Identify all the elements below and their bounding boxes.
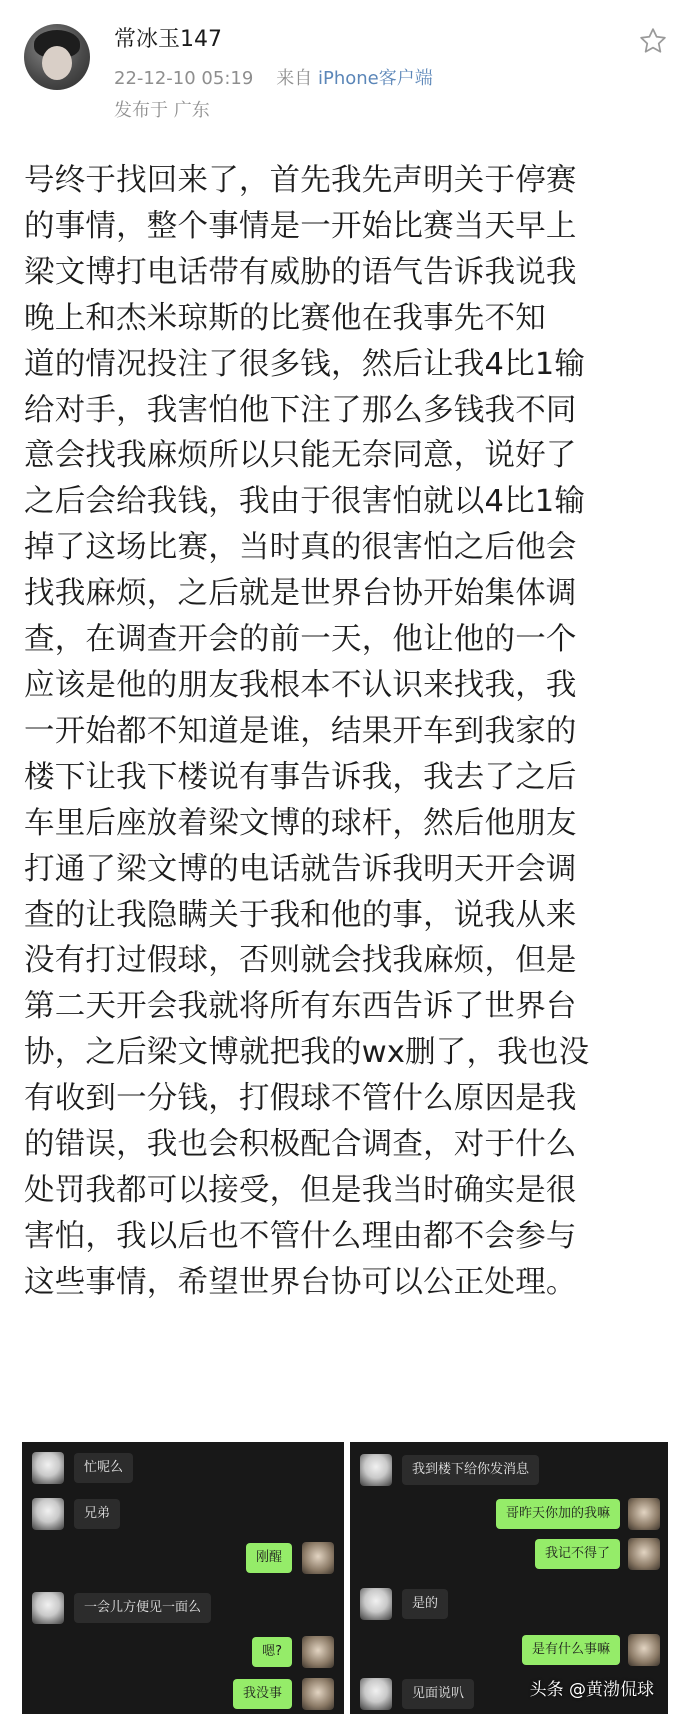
post-line: 查的让我隐瞒关于我和他的事，说我从来 bbox=[24, 897, 577, 933]
post-body bbox=[24, 158, 670, 1306]
post-line: 害怕，我以后也不管什么理由都不会参与 bbox=[24, 1218, 577, 1254]
contact-avatar bbox=[360, 1454, 392, 1486]
post-line: 号终于找回来了，首先我先声明关于停赛 bbox=[24, 163, 577, 198]
post-line: 之后会给我钱，我由于很害怕就以4比1输 bbox=[24, 484, 586, 520]
self-avatar bbox=[302, 1678, 334, 1710]
chat-message bbox=[22, 1542, 344, 1574]
post-line: 找我麻烦，之后就是世界台协开始集体调 bbox=[24, 576, 577, 612]
post-line: 查，在调查开会的前一天，他让他的一个 bbox=[24, 622, 577, 658]
self-avatar bbox=[628, 1634, 660, 1666]
chat-bubble-incoming: 忙呢么 bbox=[74, 1453, 133, 1483]
post-line: 协，之后梁文博就把我的wx删了，我也没 bbox=[24, 1035, 590, 1071]
contact-avatar bbox=[32, 1592, 64, 1624]
post-line: 道的情况投注了很多钱，然后让我4比1输 bbox=[24, 346, 586, 382]
chat-bubble-outgoing: 嗯? bbox=[252, 1637, 292, 1667]
post-line: 的错误，我也会积极配合调查，对于什么 bbox=[24, 1127, 577, 1163]
post-line: 有收到一分钱，打假球不管什么原因是我 bbox=[24, 1081, 577, 1117]
chat-message bbox=[350, 1588, 668, 1620]
chat-bubble-outgoing: 哥昨天你加的我嘛 bbox=[496, 1499, 620, 1529]
chat-bubble-incoming: 见面说叭 bbox=[402, 1679, 474, 1709]
chat-screenshot-left[interactable] bbox=[22, 1442, 344, 1714]
avatar[interactable] bbox=[24, 24, 90, 90]
chat-message bbox=[22, 1592, 344, 1624]
chat-message bbox=[22, 1636, 344, 1668]
post-line: 没有打过假球，否则就会找我麻烦，但是 bbox=[24, 943, 577, 979]
client-link[interactable]: iPhone客户端 bbox=[317, 68, 433, 89]
chat-message bbox=[22, 1452, 344, 1484]
chat-bubble-incoming: 我到楼下给你发消息 bbox=[402, 1455, 539, 1485]
post-line: 车里后座放着梁文博的球杆，然后他朋友 bbox=[24, 805, 577, 841]
post-line: 的事情，整个事情是一开始比赛当天早上 bbox=[24, 208, 577, 244]
post-location: 发布于 广东 bbox=[114, 100, 210, 121]
self-avatar bbox=[628, 1498, 660, 1530]
source-prefix: 来自 bbox=[276, 68, 313, 89]
post-meta bbox=[114, 64, 433, 90]
chat-bubble-outgoing: 我记不得了 bbox=[535, 1539, 620, 1569]
post-line: 梁文博打电话带有威胁的语气告诉我说我 bbox=[24, 254, 577, 290]
self-avatar bbox=[302, 1636, 334, 1668]
chat-message bbox=[350, 1634, 668, 1666]
chat-bubble-incoming: 兄弟 bbox=[74, 1499, 120, 1529]
contact-avatar bbox=[360, 1678, 392, 1710]
post-timestamp: 22-12-10 05:19 bbox=[114, 68, 254, 89]
chat-message bbox=[22, 1678, 344, 1710]
post-line: 这些事情，希望世界台协可以公正处理。 bbox=[24, 1264, 577, 1300]
chat-message bbox=[350, 1498, 668, 1530]
chat-bubble-incoming: 是的 bbox=[402, 1589, 448, 1619]
chat-bubble-outgoing: 我没事 bbox=[233, 1679, 292, 1709]
self-avatar bbox=[302, 1542, 334, 1574]
post-line: 掉了这场比赛，当时真的很害怕之后他会 bbox=[24, 530, 577, 566]
post-line: 一开始都不知道是谁，结果开车到我家的 bbox=[24, 713, 577, 749]
watermark: 头条 @黄渤侃球 bbox=[529, 1680, 654, 1700]
avatar-face bbox=[42, 46, 72, 80]
post-line: 处罚我都可以接受，但是我当时确实是很 bbox=[24, 1172, 577, 1208]
chat-bubble-outgoing: 是有什么事嘛 bbox=[522, 1635, 620, 1665]
chat-message bbox=[22, 1498, 344, 1530]
contact-avatar bbox=[32, 1452, 64, 1484]
self-avatar bbox=[628, 1538, 660, 1570]
chat-message bbox=[350, 1538, 668, 1570]
post-line: 打通了梁文博的电话就告诉我明天开会调 bbox=[24, 851, 577, 887]
star-outline-icon[interactable] bbox=[638, 26, 668, 56]
username[interactable]: 常冰玉147 bbox=[114, 27, 222, 52]
post-line: 晚上和杰米琼斯的比赛他在我事先不知 bbox=[24, 300, 546, 336]
post-line: 给对手，我害怕他下注了那么多钱我不同 bbox=[24, 392, 577, 428]
contact-avatar bbox=[32, 1498, 64, 1530]
post-header bbox=[0, 0, 690, 140]
post-line: 第二天开会我就将所有东西告诉了世界台 bbox=[24, 989, 577, 1025]
chat-bubble-outgoing: 刚醒 bbox=[246, 1543, 292, 1573]
post-line: 意会找我麻烦所以只能无奈同意，说好了 bbox=[24, 438, 577, 474]
contact-avatar bbox=[360, 1588, 392, 1620]
chat-screenshot-right[interactable] bbox=[350, 1442, 668, 1714]
post-line: 楼下让我下楼说有事告诉我，我去了之后 bbox=[24, 759, 577, 795]
post-line: 应该是他的朋友我根本不认识来找我，我 bbox=[24, 667, 577, 703]
chat-bubble-incoming: 一会儿方便见一面么 bbox=[74, 1593, 211, 1623]
chat-message bbox=[350, 1454, 668, 1486]
